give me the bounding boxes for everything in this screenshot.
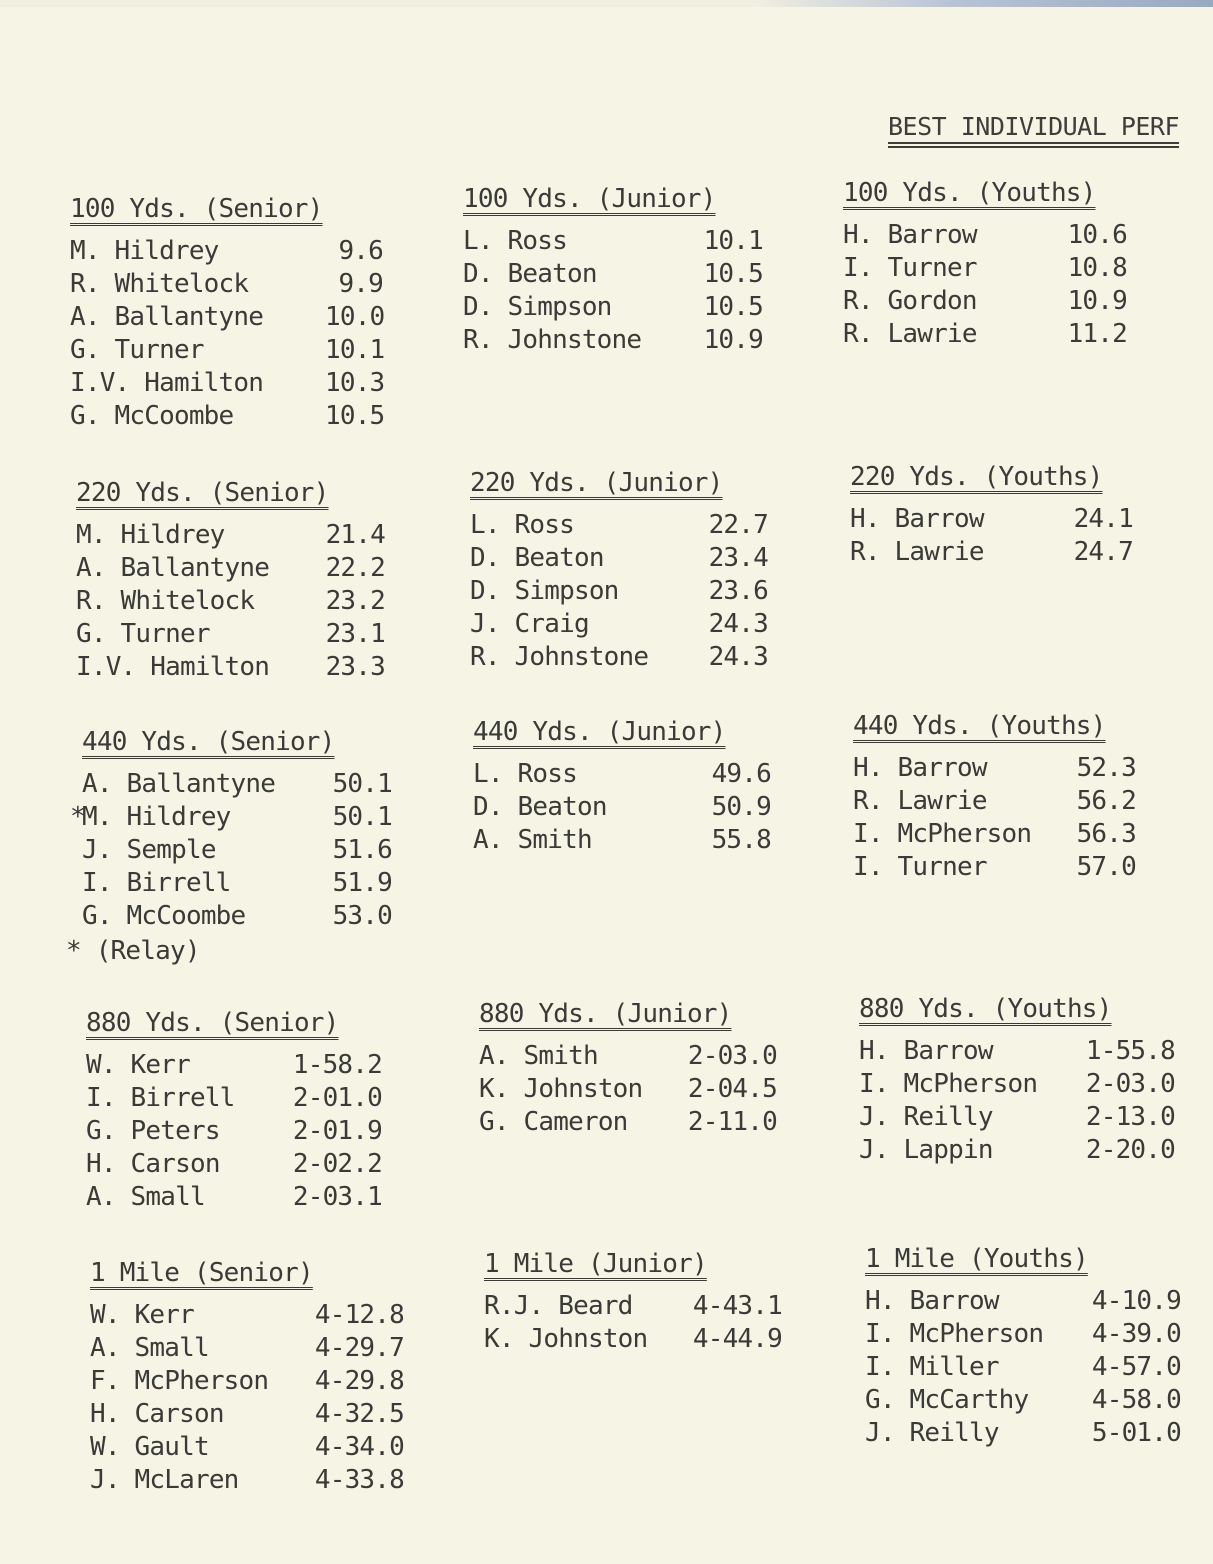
result-row <box>859 1036 1175 1069</box>
result-time: 4-44.9 <box>692 1324 782 1354</box>
result-time: 11.2 <box>1067 319 1127 349</box>
result-row <box>853 786 1136 819</box>
result-time: 4-10.9 <box>1091 1286 1181 1316</box>
result-time: 2-20.0 <box>1085 1135 1175 1165</box>
result-row <box>865 1319 1181 1352</box>
section-heading: 880 Yds. (Senior) <box>86 1008 339 1038</box>
athlete-name: J. Reilly <box>865 1418 999 1448</box>
athlete-name: I. Turner <box>843 253 977 283</box>
athlete-name: A. Small <box>86 1182 205 1212</box>
result-row <box>843 253 1127 286</box>
result-row <box>86 1149 382 1182</box>
result-row <box>70 802 392 835</box>
result-row <box>76 586 385 619</box>
result-time: 49.6 <box>711 759 771 789</box>
result-row <box>76 652 385 685</box>
result-row <box>76 619 385 652</box>
section-mile-junior <box>484 1249 782 1357</box>
athlete-name: G. McCarthy <box>865 1385 1029 1415</box>
result-row <box>470 576 768 609</box>
athlete-name: R. Gordon <box>843 286 977 316</box>
result-time: 10.8 <box>1067 253 1127 283</box>
result-time: 4-34.0 <box>314 1432 404 1462</box>
result-row <box>479 1074 777 1107</box>
result-time: 56.2 <box>1076 786 1136 816</box>
athlete-name: R. Lawrie <box>843 319 977 349</box>
result-row <box>473 825 771 858</box>
result-time: 51.6 <box>332 835 392 865</box>
relay-note: * (Relay) <box>66 936 200 966</box>
section-heading: 440 Yds. (Senior) <box>82 727 335 757</box>
section-heading: 100 Yds. (Junior) <box>463 184 716 214</box>
section-440-junior <box>473 717 771 858</box>
result-row <box>865 1385 1181 1418</box>
result-row <box>86 1182 382 1215</box>
section-220-senior <box>76 478 385 685</box>
section-880-senior <box>86 1008 382 1215</box>
result-time: 56.3 <box>1076 819 1136 849</box>
section-heading: 880 Yds. (Youths) <box>859 994 1112 1024</box>
result-time: 4-12.8 <box>314 1300 404 1330</box>
athlete-name: L. Ross <box>473 759 577 789</box>
result-row <box>463 226 763 259</box>
section-220-youths <box>850 462 1133 570</box>
athlete-name: L. Ross <box>470 510 574 540</box>
result-row <box>70 269 383 302</box>
athlete-name: M. Hildrey <box>76 520 225 550</box>
athlete-name: G. Turner <box>70 335 204 365</box>
section-mile-youths <box>865 1244 1181 1451</box>
athlete-name: R. Whitelock <box>76 586 255 616</box>
result-row <box>859 1102 1175 1135</box>
result-time: 21.4 <box>325 520 385 550</box>
athlete-name: G. Cameron <box>479 1107 628 1137</box>
section-100-senior <box>70 194 383 434</box>
result-row <box>86 1050 382 1083</box>
result-time: 10.5 <box>325 401 385 431</box>
result-time: 4-32.5 <box>314 1399 404 1429</box>
athlete-name: R. Lawrie <box>850 537 984 567</box>
result-time: 2-03.0 <box>1085 1069 1175 1099</box>
section-440-senior <box>66 727 392 966</box>
athlete-name: J. McLaren <box>90 1465 239 1495</box>
result-row <box>473 759 771 792</box>
result-time: 5-01.0 <box>1091 1418 1181 1448</box>
athlete-name: H. Barrow <box>865 1286 999 1316</box>
result-row <box>850 537 1133 570</box>
athlete-name: F. McPherson <box>90 1366 269 1396</box>
athlete-name: H. Barrow <box>859 1036 993 1066</box>
athlete-name: D. Simpson <box>470 576 619 606</box>
result-row <box>853 753 1136 786</box>
result-row <box>850 504 1133 537</box>
athlete-name: A. Small <box>90 1333 209 1363</box>
result-time: 10.1 <box>703 226 763 256</box>
athlete-name: K. Johnston <box>479 1074 643 1104</box>
result-time: 24.7 <box>1073 537 1133 567</box>
section-mile-senior <box>90 1258 404 1498</box>
section-heading: 440 Yds. (Youths) <box>853 711 1106 741</box>
athlete-name: W. Kerr <box>90 1300 194 1330</box>
result-row <box>82 835 392 868</box>
athlete-name: R.J. Beard <box>484 1291 633 1321</box>
athlete-name: L. Ross <box>463 226 567 256</box>
result-time: 57.0 <box>1076 852 1136 882</box>
section-heading: 220 Yds. (Junior) <box>470 468 723 498</box>
athlete-name: J. Reilly <box>859 1102 993 1132</box>
result-row <box>463 259 763 292</box>
page-title: BEST INDIVIDUAL PERF <box>888 112 1180 141</box>
result-time: 10.5 <box>703 292 763 322</box>
result-row <box>76 553 385 586</box>
result-time: 4-43.1 <box>692 1291 782 1321</box>
result-time: 4-33.8 <box>314 1465 404 1495</box>
result-row <box>484 1324 782 1357</box>
athlete-name: H. Carson <box>90 1399 224 1429</box>
athlete-name: D. Beaton <box>473 792 607 822</box>
result-time: 10.1 <box>325 335 385 365</box>
result-row <box>463 325 763 358</box>
athlete-name: I. McPherson <box>865 1319 1044 1349</box>
result-row <box>865 1418 1181 1451</box>
athlete-name: D. Beaton <box>463 259 597 289</box>
result-row <box>70 302 383 335</box>
athlete-name: W. Kerr <box>86 1050 190 1080</box>
section-heading: 440 Yds. (Junior) <box>473 717 726 747</box>
result-row <box>865 1352 1181 1385</box>
result-row <box>843 319 1127 352</box>
result-time: 10.9 <box>1067 286 1127 316</box>
athlete-name: J. Craig <box>470 609 589 639</box>
athlete-name: R. Johnstone <box>463 325 642 355</box>
relay-asterisk: * <box>70 802 85 832</box>
athlete-name <box>82 868 328 898</box>
result-time: 23.4 <box>708 543 768 573</box>
result-row <box>484 1291 782 1324</box>
result-time: 2-01.9 <box>292 1116 382 1146</box>
result-row <box>853 852 1136 885</box>
result-time: 50.1 <box>332 769 392 799</box>
section-heading: 100 Yds. (Senior) <box>70 194 323 224</box>
athlete-name: I. McPherson <box>853 819 1032 849</box>
athlete-name: G. McCoombe <box>70 401 234 431</box>
result-row <box>473 792 771 825</box>
result-time: 24.3 <box>708 642 768 672</box>
athlete-name: I. Miller <box>865 1352 999 1382</box>
result-time: 22.7 <box>708 510 768 540</box>
result-time: 51.9 <box>332 868 392 898</box>
athlete-name: J. Lappin <box>859 1135 993 1165</box>
result-row <box>470 609 768 642</box>
athlete-name <box>82 769 328 799</box>
result-time: 2-01.0 <box>292 1083 382 1113</box>
result-time: 23.3 <box>325 652 385 682</box>
athlete-name: A. Smith <box>479 1041 598 1071</box>
result-time: 4-39.0 <box>1091 1319 1181 1349</box>
result-time: 50.9 <box>711 792 771 822</box>
athlete-name-text: J. Semple <box>82 835 216 865</box>
result-time: 53.0 <box>332 901 392 931</box>
athlete-name: M. Hildrey <box>70 236 219 266</box>
athlete-name: I. McPherson <box>859 1069 1038 1099</box>
page-top-edge <box>0 0 1213 7</box>
section-heading: 220 Yds. (Youths) <box>850 462 1103 492</box>
athlete-name: R. Whitelock <box>70 269 249 299</box>
result-time: 10.5 <box>703 259 763 289</box>
section-heading: 880 Yds. (Junior) <box>479 999 732 1029</box>
result-row <box>90 1366 404 1399</box>
result-time: 4-29.7 <box>314 1333 404 1363</box>
result-row <box>479 1107 777 1140</box>
result-row <box>470 510 768 543</box>
athlete-name: H. Barrow <box>853 753 987 783</box>
section-heading: 100 Yds. (Youths) <box>843 178 1096 208</box>
result-row <box>86 1116 382 1149</box>
athlete-name: W. Gault <box>90 1432 209 1462</box>
athlete-name <box>82 835 328 865</box>
result-time: 10.3 <box>325 368 385 398</box>
athlete-name: H. Barrow <box>850 504 984 534</box>
result-row <box>70 401 383 434</box>
result-time: 4-58.0 <box>1091 1385 1181 1415</box>
result-time: 23.2 <box>325 586 385 616</box>
result-time: 2-02.2 <box>292 1149 382 1179</box>
result-row <box>82 901 392 934</box>
section-440-youths <box>853 711 1136 885</box>
result-time: 2-04.5 <box>687 1074 777 1104</box>
result-time: 4-29.8 <box>314 1366 404 1396</box>
result-time: 2-11.0 <box>687 1107 777 1137</box>
result-time: 10.6 <box>1067 220 1127 250</box>
section-220-junior <box>470 468 768 675</box>
result-time: 4-57.0 <box>1091 1352 1181 1382</box>
section-880-junior <box>479 999 777 1140</box>
result-row <box>470 543 768 576</box>
athlete-name: D. Simpson <box>463 292 612 322</box>
athlete-name: A. Ballantyne <box>76 553 270 583</box>
result-time: 1-58.2 <box>292 1050 382 1080</box>
result-row <box>76 520 385 553</box>
result-time: 22.2 <box>325 553 385 583</box>
result-time: 10.9 <box>703 325 763 355</box>
result-row <box>470 642 768 675</box>
result-time: 2-13.0 <box>1085 1102 1175 1132</box>
athlete-name-text: G. McCoombe <box>82 901 246 931</box>
athlete-name <box>82 901 328 931</box>
athlete-name: K. Johnston <box>484 1324 648 1354</box>
result-time: 9.9 <box>338 269 383 299</box>
athlete-name: I. Birrell <box>86 1083 235 1113</box>
athlete-name-text: I. Birrell <box>82 868 231 898</box>
result-time: 2-03.0 <box>687 1041 777 1071</box>
section-heading: 1 Mile (Youths) <box>865 1244 1088 1274</box>
result-time: 24.3 <box>708 609 768 639</box>
result-row <box>479 1041 777 1074</box>
result-row <box>463 292 763 325</box>
result-time: 9.6 <box>338 236 383 266</box>
result-row <box>865 1286 1181 1319</box>
result-row <box>843 220 1127 253</box>
athlete-name-text: M. Hildrey <box>82 802 231 832</box>
result-row <box>70 335 383 368</box>
result-time: 23.6 <box>708 576 768 606</box>
result-row <box>853 819 1136 852</box>
result-time: 50.1 <box>332 802 392 832</box>
athlete-name: R. Lawrie <box>853 786 987 816</box>
result-time: 2-03.1 <box>292 1182 382 1212</box>
athlete-name: G. Turner <box>76 619 210 649</box>
athlete-name: H. Barrow <box>843 220 977 250</box>
athlete-name: I. Turner <box>853 852 987 882</box>
result-row <box>82 868 392 901</box>
result-row <box>843 286 1127 319</box>
result-row <box>90 1432 404 1465</box>
result-time: 55.8 <box>711 825 771 855</box>
result-row <box>859 1135 1175 1168</box>
athlete-name-text: A. Ballantyne <box>82 769 276 799</box>
result-row <box>86 1083 382 1116</box>
result-time: 52.3 <box>1076 753 1136 783</box>
result-row <box>82 769 392 802</box>
section-heading: 1 Mile (Junior) <box>484 1249 707 1279</box>
athlete-name: H. Carson <box>86 1149 220 1179</box>
result-row <box>859 1069 1175 1102</box>
result-row <box>90 1333 404 1366</box>
result-time: 10.0 <box>325 302 385 332</box>
athlete-name: I.V. Hamilton <box>76 652 270 682</box>
athlete-name: A. Ballantyne <box>70 302 264 332</box>
result-row <box>90 1465 404 1498</box>
result-time: 23.1 <box>325 619 385 649</box>
result-time: 1-55.8 <box>1085 1036 1175 1066</box>
section-880-youths <box>859 994 1175 1168</box>
result-row <box>90 1300 404 1333</box>
section-heading: 1 Mile (Senior) <box>90 1258 313 1288</box>
athlete-name: G. Peters <box>86 1116 220 1146</box>
athlete-name <box>70 802 328 832</box>
athlete-name: I.V. Hamilton <box>70 368 264 398</box>
result-row <box>70 368 383 401</box>
athlete-name: D. Beaton <box>470 543 604 573</box>
result-row <box>90 1399 404 1432</box>
section-100-junior <box>463 184 763 358</box>
section-heading: 220 Yds. (Senior) <box>76 478 329 508</box>
result-time: 24.1 <box>1073 504 1133 534</box>
result-row <box>70 236 383 269</box>
athlete-name: A. Smith <box>473 825 592 855</box>
athlete-name: R. Johnstone <box>470 642 649 672</box>
section-100-youths <box>843 178 1127 352</box>
